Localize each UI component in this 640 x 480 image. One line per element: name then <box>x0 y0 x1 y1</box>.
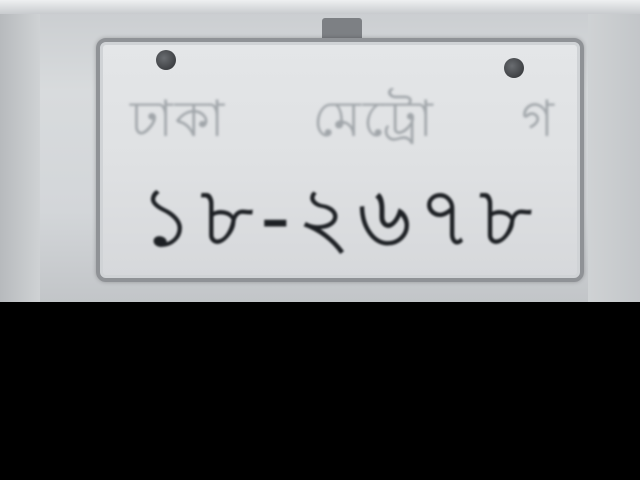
plate-number: ১৮-২৬৭৮ <box>139 167 539 266</box>
black-lower-area <box>0 302 640 480</box>
bumper-left <box>0 14 40 302</box>
license-plate <box>96 38 584 282</box>
right-bolt-icon <box>504 58 524 78</box>
left-bolt-icon <box>156 50 176 70</box>
bumper-top <box>0 0 640 14</box>
plate-class: গ <box>521 89 556 148</box>
plate-registration-area <box>130 88 556 158</box>
plate-metro: মেট্রো <box>312 89 435 148</box>
plate-city: ঢাকা <box>130 89 227 148</box>
bumper-right <box>588 14 640 302</box>
